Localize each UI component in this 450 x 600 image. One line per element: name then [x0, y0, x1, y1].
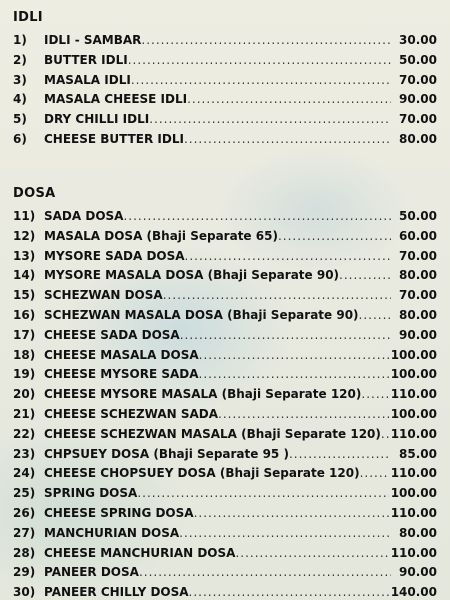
- menu-item: [13, 385, 443, 405]
- item-number: 21): [13, 406, 36, 421]
- item-name: CHEESE SADA DOSA: [44, 327, 180, 342]
- item-name: MYSORE SADA DOSA: [44, 248, 185, 263]
- item-name: CHEESE MYSORE SADA: [44, 367, 199, 382]
- item-name: SCHEZWAN DOSA: [44, 288, 163, 303]
- item-number: 6): [13, 131, 27, 146]
- item-price: 90.00: [399, 327, 437, 342]
- item-price: 80.00: [399, 307, 437, 322]
- item-name: MASALA IDLI: [44, 72, 131, 87]
- item-price: 110.00: [390, 387, 437, 402]
- item-name: PANEER DOSA: [44, 565, 139, 580]
- dot-leader: [185, 247, 391, 267]
- item-number: 24): [13, 466, 36, 481]
- item-price: 80.00: [399, 268, 437, 283]
- item-name: CHEESE MASALA DOSA: [44, 347, 199, 362]
- item-number: 2): [13, 52, 27, 67]
- menu-item: [13, 365, 443, 385]
- menu-item: [13, 445, 443, 465]
- menu-item: [13, 71, 443, 91]
- dot-leader: [184, 130, 391, 150]
- item-number: 22): [13, 426, 36, 441]
- menu-item: [13, 346, 443, 366]
- item-name: CHEESE SCHEZWAN MASALA (Bhaji Separate 120): [44, 426, 381, 441]
- menu-item: [13, 425, 443, 445]
- dot-leader: [218, 405, 389, 425]
- item-price: 70.00: [399, 248, 437, 263]
- dot-leader: [199, 346, 389, 366]
- item-name: CHEESE MYSORE MASALA (Bhaji Separate 120): [44, 387, 362, 402]
- menu-item: [13, 207, 443, 227]
- item-number: 5): [13, 112, 27, 127]
- idli-section: [13, 10, 443, 150]
- menu-item: [13, 51, 443, 71]
- dot-leader: [179, 524, 391, 544]
- menu-item: [13, 247, 443, 267]
- item-price: 80.00: [399, 131, 437, 146]
- item-number: 12): [13, 228, 36, 243]
- item-name: CHEESE CHOPSUEY DOSA (Bhaji Separate 120): [44, 466, 360, 481]
- dot-leader: [163, 286, 391, 306]
- item-name: MYSORE MASALA DOSA (Bhaji Separate 90): [44, 268, 340, 283]
- item-price: 100.00: [390, 406, 437, 421]
- menu-item: [13, 266, 443, 286]
- item-number: 15): [13, 288, 36, 303]
- menu-item: [13, 326, 443, 346]
- item-name: MASALA DOSA (Bhaji Separate 65): [44, 228, 278, 243]
- dot-leader: [339, 266, 391, 286]
- item-name: SPRING DOSA: [44, 486, 138, 501]
- menu-item: [13, 306, 443, 326]
- dot-leader: [278, 227, 391, 247]
- item-number: 14): [13, 268, 36, 283]
- section-heading: DOSA: [13, 186, 56, 201]
- menu-item: [13, 544, 443, 564]
- menu-item: [13, 583, 443, 600]
- item-price: 70.00: [399, 112, 437, 127]
- dot-leader: [360, 464, 389, 484]
- item-number: 4): [13, 92, 27, 107]
- item-number: 25): [13, 486, 36, 501]
- dot-leader: [123, 207, 391, 227]
- item-name: CHEESE SPRING DOSA: [44, 505, 194, 520]
- item-price: 80.00: [399, 525, 437, 540]
- dosa-section: [13, 186, 443, 600]
- item-number: 26): [13, 505, 36, 520]
- menu-item: [13, 484, 443, 504]
- item-price: 100.00: [390, 347, 437, 362]
- item-name: MANCHURIAN DOSA: [44, 525, 180, 540]
- item-price: 140.00: [390, 585, 437, 600]
- item-name: DRY CHILLI IDLI: [44, 112, 150, 127]
- dot-leader: [235, 544, 388, 564]
- item-name: IDLI - SAMBAR: [44, 33, 142, 47]
- menu-item: [13, 286, 443, 306]
- item-price: 110.00: [390, 466, 437, 481]
- item-price: 110.00: [390, 545, 437, 560]
- item-price: 50.00: [399, 209, 437, 223]
- item-number: 27): [13, 525, 36, 540]
- item-name: CHEESE SCHEZWAN SADA: [44, 406, 219, 421]
- menu-item: [13, 563, 443, 583]
- dot-leader: [187, 90, 391, 110]
- item-price: 100.00: [390, 367, 437, 382]
- dot-leader: [131, 71, 391, 91]
- dot-leader: [128, 51, 391, 71]
- menu-item: [13, 504, 443, 524]
- item-name: MASALA CHEESE IDLI: [44, 92, 188, 107]
- menu-list: [13, 207, 443, 600]
- item-price: 60.00: [399, 228, 437, 243]
- item-price: 90.00: [399, 92, 437, 107]
- item-price: 30.00: [399, 33, 437, 47]
- item-number: 1): [13, 33, 27, 47]
- item-price: 100.00: [390, 486, 437, 501]
- item-name: BUTTER IDLI: [44, 52, 128, 67]
- menu-list: [13, 31, 443, 150]
- item-name: CHEESE BUTTER IDLI: [44, 131, 184, 146]
- dot-leader: [381, 425, 389, 445]
- dot-leader: [199, 365, 389, 385]
- item-name: CHEESE MANCHURIAN DOSA: [44, 545, 236, 560]
- menu-item: [13, 90, 443, 110]
- item-number: 30): [13, 585, 36, 600]
- item-price: 50.00: [399, 52, 437, 67]
- menu-item: [13, 227, 443, 247]
- item-number: 17): [13, 327, 36, 342]
- item-name: CHPSUEY DOSA (Bhaji Separate 95 ): [44, 446, 289, 461]
- item-price: 70.00: [399, 288, 437, 303]
- dot-leader: [289, 445, 391, 465]
- item-price: 110.00: [390, 505, 437, 520]
- item-price: 85.00: [399, 446, 437, 461]
- dot-leader: [189, 583, 389, 600]
- item-number: 28): [13, 545, 36, 560]
- menu-item: [13, 130, 443, 150]
- menu-item: [13, 405, 443, 425]
- dot-leader: [180, 326, 391, 346]
- item-number: 11): [13, 209, 36, 223]
- menu-item: [13, 31, 443, 51]
- item-number: 3): [13, 72, 27, 87]
- item-number: 20): [13, 387, 36, 402]
- dot-leader: [194, 504, 389, 524]
- section-heading: IDLI: [13, 10, 43, 25]
- item-name: SCHEZWAN MASALA DOSA (Bhaji Separate 90): [44, 307, 359, 322]
- item-price: 110.00: [390, 426, 437, 441]
- item-number: 13): [13, 248, 36, 263]
- menu-item: [13, 464, 443, 484]
- item-number: 19): [13, 367, 36, 382]
- dot-leader: [359, 306, 391, 326]
- dot-leader: [141, 31, 391, 51]
- item-number: 29): [13, 565, 36, 580]
- item-name: SADA DOSA: [44, 209, 124, 223]
- menu-item: [13, 524, 443, 544]
- dot-leader: [137, 484, 388, 504]
- dot-leader: [361, 385, 388, 405]
- item-price: 90.00: [399, 565, 437, 580]
- item-number: 23): [13, 446, 36, 461]
- item-number: 18): [13, 347, 36, 362]
- item-name: PANEER CHILLY DOSA: [44, 585, 189, 600]
- menu-item: [13, 110, 443, 130]
- item-number: 16): [13, 307, 36, 322]
- item-price: 70.00: [399, 72, 437, 87]
- dot-leader: [149, 110, 391, 130]
- dot-leader: [139, 563, 391, 583]
